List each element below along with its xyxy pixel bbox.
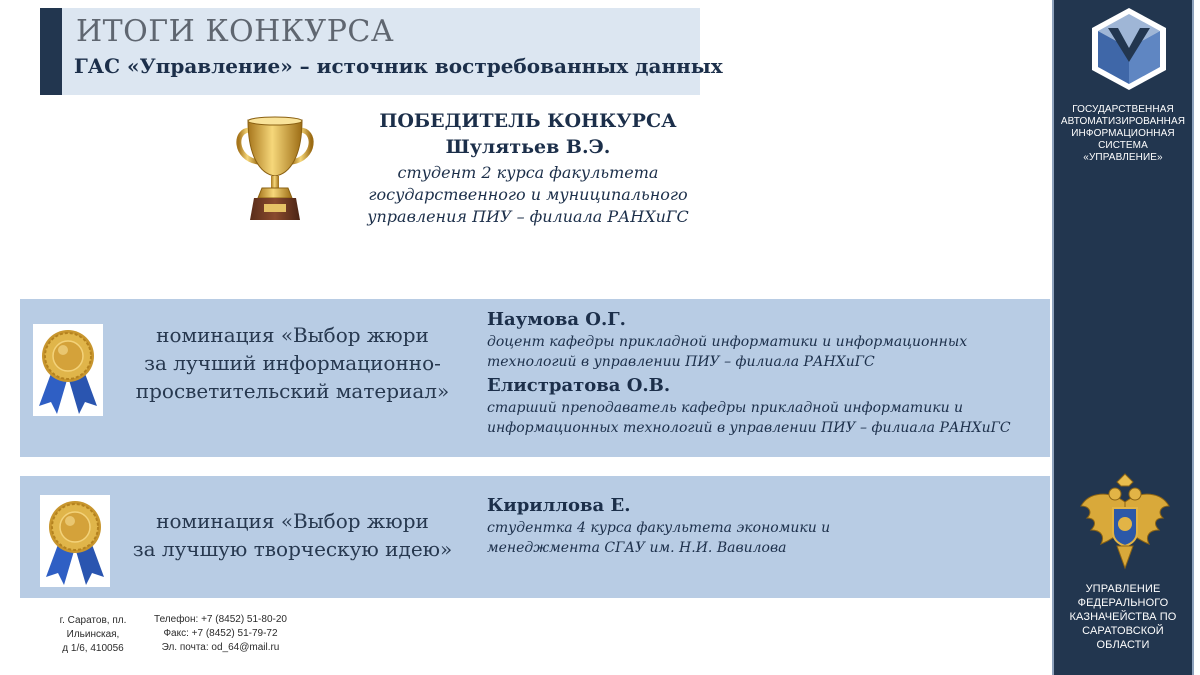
sidebar-line: «УПРАВЛЕНИЕ» [1083,152,1163,163]
winner-description-line: управления ПИУ – филиала РАНХиГС [367,207,689,226]
nominee-description-line: доцент кафедры прикладной информатики и информационных [487,334,968,350]
nomination-title-line: номинация «Выбор жюри [156,323,429,347]
header-accent-bar [40,8,62,95]
sidebar-line: АВТОМАТИЗИРОВАННАЯ [1060,116,1186,127]
header-banner [62,8,723,95]
nominee-description [487,398,1047,438]
sidebar-line: САРАТОВСКОЙ [1082,625,1164,637]
sidebar-line: ФЕДЕРАЛЬНОГО [1077,597,1169,609]
sidebar-line: ИНФОРМАЦИОННАЯ [1071,128,1175,139]
medal-icon [40,495,110,587]
winner-block [330,108,726,228]
nomination-title [120,507,465,563]
sidebar-organization-name [1054,582,1192,652]
nominee-list [487,308,1047,438]
nominee-description-line: студентка 4 курса факультета экономики и [487,520,831,536]
nominee-description-line: технологий в управлении ПИУ – филиала РАНХиГС [487,354,875,370]
nomination-title-line: за лучший информационно- [144,351,441,375]
footer-contacts [138,613,303,655]
winner-heading: ПОБЕДИТЕЛЬ КОНКУРСА [379,110,677,132]
medal-icon [33,324,103,416]
sidebar-line: СИСТЕМА [1098,140,1148,151]
nomination-band-2 [20,476,1050,598]
nominee-description-line: менеджмента СГАУ им. Н.И. Вавилова [487,540,787,556]
nominee-description-line: информационных технологий в управлении ПИУ – филиала РАНХиГС [487,420,1011,436]
nominee-name: Кириллова Е. [487,495,631,516]
nomination-title-line: номинация «Выбор жюри [156,509,429,533]
nomination-band-1 [20,299,1050,457]
page-title: ИТОГИ КОНКУРСА [76,14,395,49]
sidebar-line: КАЗНАЧЕЙСТВА ПО [1069,611,1177,623]
nomination-title-line: просветительский материал» [135,379,450,403]
treasury-emblem [1079,472,1171,572]
address-line: Ильинская, [66,629,120,640]
trophy-icon [232,116,318,224]
address-line: г. Саратов, пл. [59,615,127,626]
sidebar-system-name [1054,104,1192,164]
nominee-description [487,518,1047,558]
sidebar-line: ГОСУДАРСТВЕННАЯ [1072,104,1174,115]
nominee-description [487,332,1047,372]
sidebar-line: ОБЛАСТИ [1096,639,1150,651]
winner-description [330,162,726,228]
footer-address [38,614,148,656]
nomination-title [120,321,465,405]
winner-description-line: студент 2 курса факультета [397,163,659,182]
nomination-title-line: за лучшую творческую идею» [132,537,453,561]
gas-upravlenie-logo [1090,6,1168,92]
nominee-name: Наумова О.Г. [487,309,626,330]
page-subtitle: ГАС «Управление» – источник востребованных данных [74,54,723,78]
nominee-list [487,494,1047,558]
email-link[interactable]: Эл. почта: od_64@mail.ru [161,642,280,653]
phone-text: Телефон: +7 (8452) 51-80-20 [154,614,287,625]
fax-text: Факс: +7 (8452) 51-79-72 [163,628,278,639]
nominee-name: Елистратова О.В. [487,375,671,396]
sidebar-line: УПРАВЛЕНИЕ [1085,583,1161,595]
winner-description-line: государственного и муниципального [368,185,688,204]
address-line: д 1/6, 410056 [62,643,124,654]
sidebar [1052,0,1194,675]
nominee-description-line: старший преподаватель кафедры прикладной информатики и [487,400,964,416]
winner-name: Шулятьев В.Э. [445,136,611,158]
